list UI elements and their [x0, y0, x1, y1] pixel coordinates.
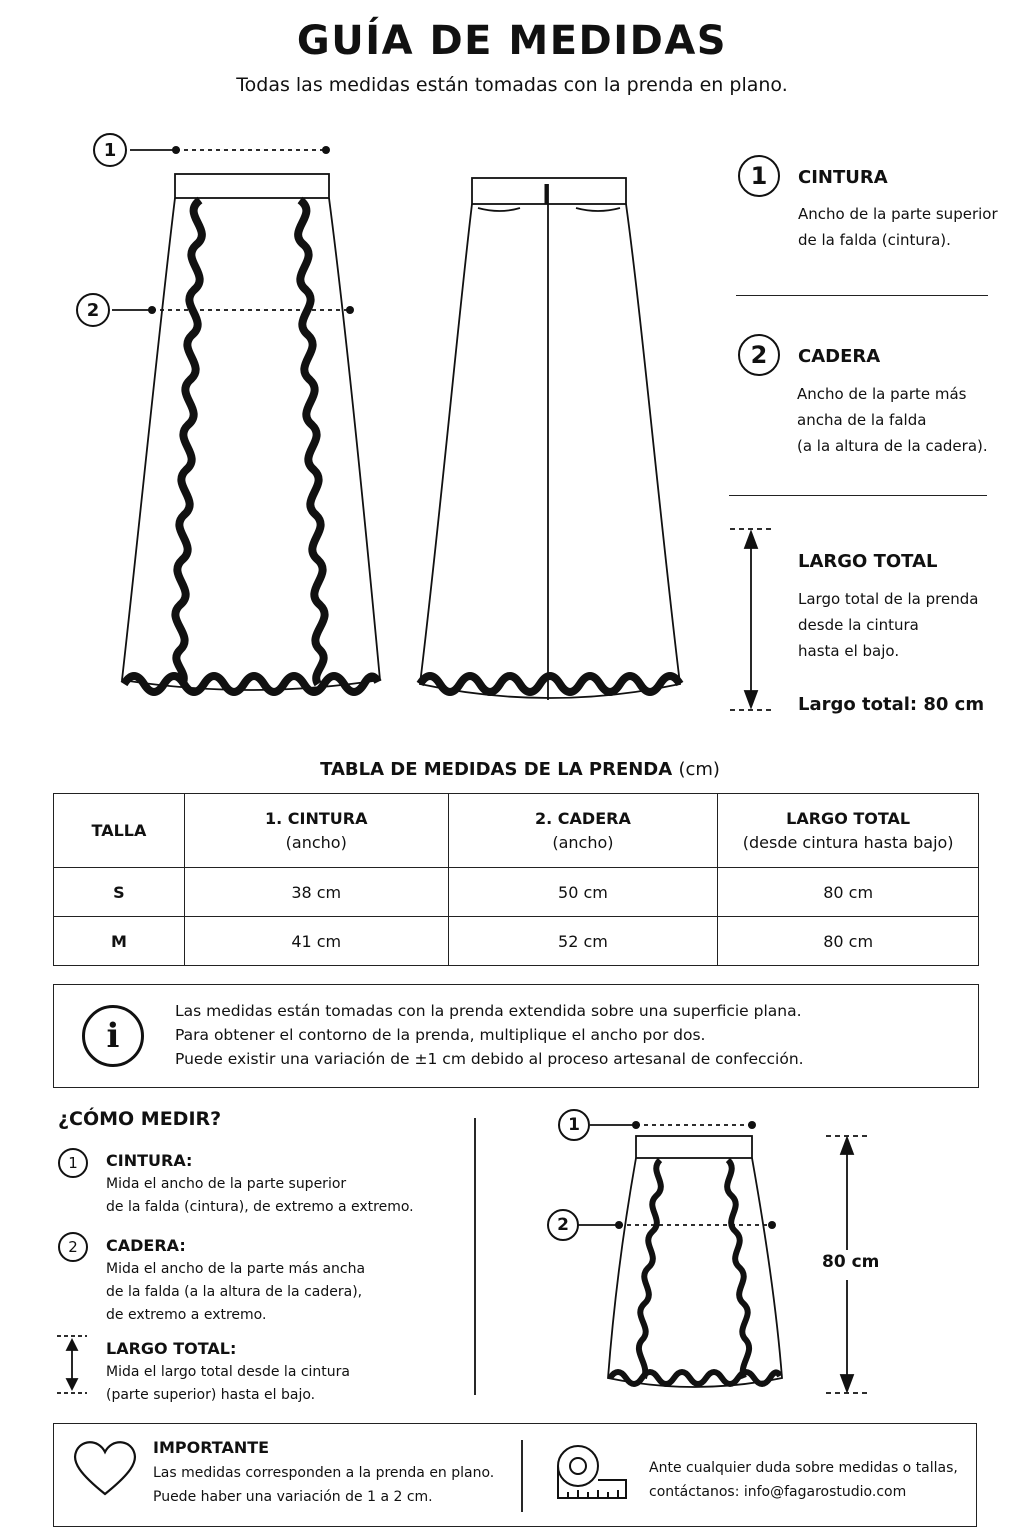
header-talla: TALLA	[54, 794, 185, 868]
divider	[729, 495, 987, 496]
size-table	[53, 793, 979, 966]
skirt-back-drawing	[420, 178, 680, 700]
marker-cintura: 1	[93, 133, 127, 167]
divider	[736, 295, 988, 296]
cadera-number: 2	[738, 334, 780, 376]
info-icon: i	[82, 1005, 144, 1067]
cadera-desc: Ancho de la parte más ancha de la falda (a la altura de la cadera).	[797, 385, 988, 455]
how-largo-title: LARGO TOTAL:	[106, 1339, 237, 1358]
how-cintura-title: CINTURA:	[106, 1151, 193, 1170]
largo-total-value: Largo total: 80 cm	[798, 694, 985, 715]
table-row: M 41 cm 52 cm 80 cm	[54, 917, 979, 966]
marker-cadera: 2	[76, 293, 110, 327]
skirt-front-drawing	[112, 150, 380, 692]
important-title: IMPORTANTE	[153, 1438, 270, 1457]
largo-desc: Largo total de la prenda desde la cintura hasta el bajo.	[798, 590, 979, 660]
info-text: Las medidas están tomadas con la prenda extendida sobre una superficie plana. Para obtener el contorno de la prenda, multiplique el ancho por dos. Puede existir una variación de ±1 cm debido al proceso artesanal de confección.	[175, 1002, 804, 1068]
how-cintura-desc: Mida el ancho de la parte superior de la falda (cintura), de extremo a extremo.	[106, 1176, 414, 1215]
important-text: Las medidas corresponden a la prenda en plano. Puede haber una variación de 1 a 2 cm.	[153, 1465, 495, 1505]
page-subtitle: Todas las medidas están tomadas con la prenda en plano.	[236, 74, 788, 96]
header-largo: LARGO TOTAL (desde cintura hasta bajo)	[718, 794, 979, 868]
cintura-number: 1	[738, 155, 780, 197]
cintura-desc: Ancho de la parte superior de la falda (cintura).	[798, 205, 998, 249]
how-cadera-number: 2	[58, 1232, 88, 1262]
header-cintura: 1. CINTURA (ancho)	[184, 794, 448, 868]
how-cadera-title: CADERA:	[106, 1236, 186, 1255]
how-largo-desc: Mida el largo total desde la cintura (parte superior) hasta el bajo.	[106, 1364, 351, 1403]
cadera-title: CADERA	[798, 346, 881, 367]
largo-title: LARGO TOTAL	[798, 551, 938, 572]
marker-cadera-small: 2	[547, 1209, 579, 1241]
table-row: S 38 cm 50 cm 80 cm	[54, 868, 979, 917]
info-box	[53, 984, 979, 1088]
table-title: TABLA DE MEDIDAS DE LA PRENDA (cm)	[320, 759, 720, 780]
table-header-row	[54, 794, 979, 868]
page-title: GUÍA DE MEDIDAS	[296, 18, 728, 64]
marker-cintura-small: 1	[558, 1109, 590, 1141]
how-cadera-desc: Mida el ancho de la parte más ancha de la falda (a la altura de la cadera), de extremo a extremo.	[106, 1261, 366, 1323]
contact-text: Ante cualquier duda sobre medidas o tallas, contáctanos: info@fagarostudio.com	[649, 1460, 958, 1500]
header-cadera: 2. CADERA (ancho)	[448, 794, 718, 868]
how-cintura-number: 1	[58, 1148, 88, 1178]
small-diagram-length: 80 cm	[822, 1252, 880, 1272]
skirt-small-drawing	[578, 1125, 782, 1387]
how-title: ¿CÓMO MEDIR?	[58, 1108, 222, 1130]
cintura-title: CINTURA	[798, 167, 888, 188]
